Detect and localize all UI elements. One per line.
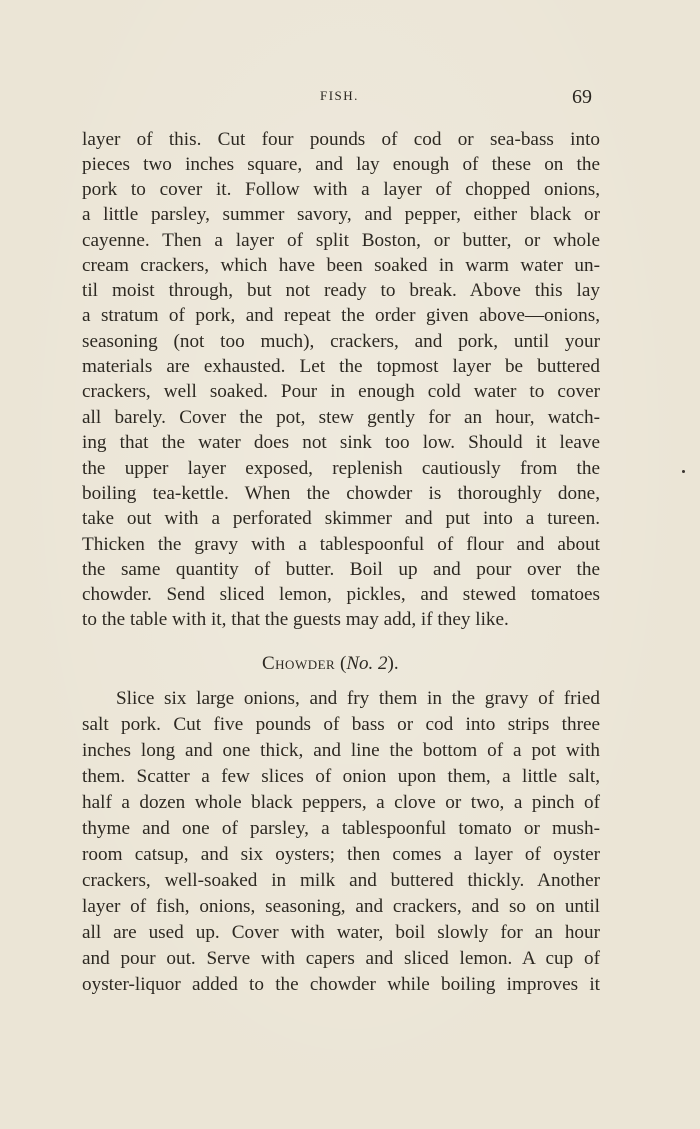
text-line: layer of this. Cut four pounds of cod or sea-bass into (82, 129, 600, 150)
text-line: oyster-liquor added to the chowder while boiling improves it (82, 974, 600, 995)
text-line: all barely. Cover the pot, stew gently for an hour, watch- (82, 407, 600, 428)
text-line: the same quantity of butter. Boil up and pour over the (82, 559, 600, 580)
text-line: the upper layer exposed, replenish cautiously from the (82, 458, 600, 479)
text-line: pork to cover it. Follow with a layer of chopped onions, (82, 179, 600, 200)
text-line: til moist through, but not ready to break. Above this lay (82, 280, 600, 301)
section-heading-paren: ( (339, 653, 347, 674)
text-line: them. Scatter a few slices of onion upon them, a little salt, (82, 766, 600, 787)
page-number: 69 (572, 86, 592, 108)
text-line: Thicken the gravy with a tablespoonful of flour and about (82, 534, 600, 555)
text-line: room catsup, and six oysters; then comes a layer of oyster (82, 844, 600, 865)
section-heading (262, 653, 399, 675)
text-line: all are used up. Cover with water, boil slowly for an hour (82, 922, 600, 943)
text-line: inches long and one thick, and line the bottom of a pot with (82, 740, 600, 761)
text-line: and pour out. Serve with capers and sliced lemon. A cup of (82, 948, 600, 969)
text-line: chowder. Send sliced lemon, pickles, and stewed tomatoes (82, 584, 600, 605)
text-line: thyme and one of parsley, a tablespoonful tomato or mush- (82, 818, 600, 839)
text-line: Slice six large onions, and fry them in the gravy of fried (116, 688, 600, 709)
text-line: materials are exhausted. Let the topmost layer be buttered (82, 356, 600, 377)
text-line: a little parsley, summer savory, and pepper, either black or (82, 204, 600, 225)
text-line: crackers, well soaked. Pour in enough cold water to cover (82, 381, 600, 402)
section-heading-close: ). (387, 653, 399, 674)
text-line: crackers, well-soaked in milk and buttered thickly. Another (82, 870, 600, 891)
text-line: boiling tea-kettle. When the chowder is thoroughly done, (82, 483, 600, 504)
section-heading-title: Chowder (262, 653, 336, 674)
text-line: cayenne. Then a layer of split Boston, or butter, or whole (82, 230, 600, 251)
text-line: salt pork. Cut five pounds of bass or cod into strips three (82, 714, 600, 735)
text-line: take out with a perforated skimmer and put into a tureen. (82, 508, 600, 529)
section-heading-number: No. 2 (346, 653, 388, 674)
text-line: cream crackers, which have been soaked in warm water un- (82, 255, 600, 276)
text-line: to the table with it, that the guests may add, if they like. (82, 609, 509, 630)
text-line: pieces two inches square, and lay enough of these on the (82, 154, 600, 175)
text-line: ing that the water does not sink too low. Should it leave (82, 432, 600, 453)
text-line: seasoning (not too much), crackers, and pork, until your (82, 331, 600, 352)
text-line: a stratum of pork, and repeat the order given above—onions, (82, 305, 600, 326)
text-line: half a dozen whole black peppers, a clove or two, a pinch of (82, 792, 600, 813)
paper-speck (682, 470, 685, 473)
text-line: layer of fish, onions, seasoning, and crackers, and so on until (82, 896, 600, 917)
running-head-title: FISH. (320, 88, 359, 103)
